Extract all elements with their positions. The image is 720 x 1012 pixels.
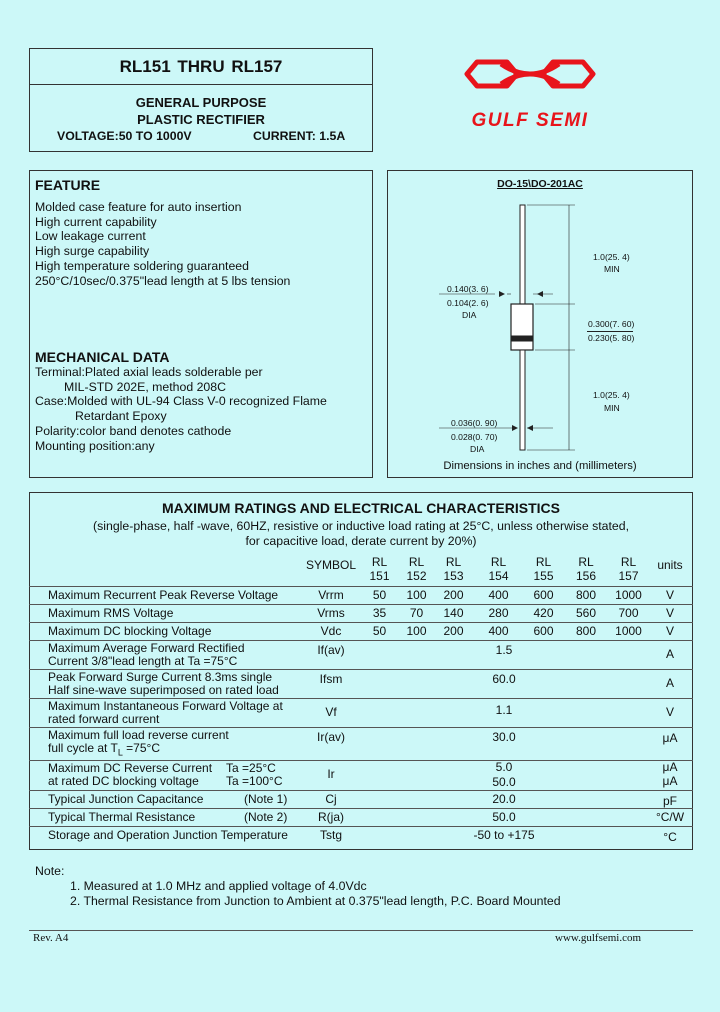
feature-item: Molded case feature for auto insertion xyxy=(35,200,242,214)
feature-item: Low leakage current xyxy=(35,229,146,244)
table-row: Typical Junction Capacitance (Note 1) Cj 20.0 pF xyxy=(29,790,693,809)
lead-dia-min: 0.028(0. 70) xyxy=(451,432,498,442)
subtitle-2: PLASTIC RECTIFIER xyxy=(137,112,265,127)
feature-item: High surge capability xyxy=(35,244,150,259)
lead-dia-max: 0.036(0. 90) xyxy=(451,418,498,428)
symbol-header: SYMBOL xyxy=(305,558,356,572)
feature-title: FEATURE xyxy=(35,177,101,193)
body-dia-label: DIA xyxy=(462,310,477,320)
table-row: Maximum Average Forward Rectified Current 3/8"lead length at Ta =75°C If(av) 1.5 A xyxy=(29,640,693,669)
website: www.gulfsemi.com xyxy=(555,932,642,944)
table-row: Maximum Instantaneous Forward Voltage at rated forward current Vf 1.1 V xyxy=(29,698,693,727)
body-dia-max: 0.140(3. 6) xyxy=(447,284,489,294)
footer-rule xyxy=(29,930,693,931)
part-header: RL 156 xyxy=(575,555,597,583)
part-header: RL 154 xyxy=(488,555,509,583)
mechanical-line: Terminal:Plated axial leads solderable per xyxy=(35,365,263,379)
table-row: Maximum DC blocking Voltage Vdc 50 100 200 400 600 800 1000 V xyxy=(29,622,693,640)
part-header: RL 157 xyxy=(618,555,639,583)
mechanical-line: Case:Molded with UL-94 Class V-0 recognized Flame xyxy=(35,394,327,409)
feature-item: 250°C/10sec/0.375"lead length at 5 lbs tension xyxy=(35,273,291,288)
brand-name: GULF SEMI xyxy=(471,110,589,131)
package-caption: Dimensions in inches and (millimeters) xyxy=(443,460,637,472)
feature-item: High current capability xyxy=(35,214,157,229)
table-row: Maximum Recurrent Peak Reverse Voltage Vrrm 50 100 200 400 600 800 1000 V xyxy=(29,586,693,604)
lead-length-top: 1.0(25. 4) xyxy=(593,252,630,262)
table-row: Typical Thermal Resistance (Note 2) R(ja) 50.0 °C/W xyxy=(29,809,693,827)
body-dia-min: 0.104(2. 6) xyxy=(447,298,489,308)
ratings-title: MAXIMUM RATINGS AND ELECTRICAL CHARACTERISTICS xyxy=(162,500,560,516)
table-row: Storage and Operation Junction Temperature Tstg -50 to +175 °C xyxy=(29,827,693,845)
table-row: Peak Forward Surge Current 8.3ms single Half sine-wave superimposed on rated load Ifsm 60.0 A xyxy=(29,669,693,698)
title-divider xyxy=(29,84,373,85)
part-to: RL157 xyxy=(231,57,283,76)
table-row: Maximum DC Reverse Current Ta =25°C at rated DC blocking voltage Ta =100°C Ir 5.0 50.0 μA μA xyxy=(29,760,693,790)
part-range-title xyxy=(29,57,373,77)
part-thru: THRU xyxy=(177,57,225,76)
body-length-divider xyxy=(587,331,633,332)
lead-length-bot: 1.0(25. 4) xyxy=(593,390,630,400)
mechanical-line: Retardant Epoxy xyxy=(75,409,167,424)
mechanical-list xyxy=(35,365,327,453)
table-row: Maximum RMS Voltage Vrms 35 70 140 280 420 560 700 V xyxy=(29,604,693,622)
revision: Rev. A4 xyxy=(33,932,69,944)
lead-min-top: MIN xyxy=(604,264,620,274)
feature-list xyxy=(35,200,290,288)
mechanical-line: Mounting position:any xyxy=(35,438,155,453)
note-item: 1. Measured at 1.0 MHz and applied voltage of 4.0Vdc xyxy=(70,879,367,893)
table-header-row xyxy=(29,556,693,586)
feature-item: High temperature soldering guaranteed xyxy=(35,258,249,273)
table-row: Maximum full load reverse current full cycle at $T_L =75^\circ C$ Ir(av) 30.0 μA xyxy=(29,727,693,760)
lead-dia-label: DIA xyxy=(470,444,485,454)
ratings-note-2: for capacitive load, derate current by 20%) xyxy=(245,534,477,548)
part-header: RL 153 xyxy=(443,555,464,583)
lead-min-bot: MIN xyxy=(604,403,620,413)
part-from: RL151 xyxy=(119,57,171,76)
mechanical-line: Polarity:color band denotes cathode xyxy=(35,423,232,438)
units-header: units xyxy=(657,558,683,572)
ratings-table xyxy=(29,556,693,845)
part-header: RL 151 xyxy=(369,555,390,583)
notes-title: Note: xyxy=(35,864,65,878)
note-item: 2. Thermal Resistance from Junction to Ambient at 0.375"lead length, P.C. Board Mounted xyxy=(70,894,561,908)
voltage-spec: VOLTAGE:50 TO 1000V xyxy=(57,129,192,143)
mechanical-title: MECHANICAL DATA xyxy=(35,349,170,365)
body-length-min: 0.230(5. 80) xyxy=(588,333,635,343)
current-spec: CURRENT: 1.5A xyxy=(253,129,346,143)
subtitle-1: GENERAL PURPOSE xyxy=(135,95,267,110)
part-header: RL 155 xyxy=(533,555,554,583)
body-length-max: 0.300(7. 60) xyxy=(588,319,635,329)
mechanical-line: MIL-STD 202E, method 208C xyxy=(64,379,226,394)
ratings-note-1: (single-phase, half -wave, 60HZ, resistive or inductive load rating at 25°C, unless otherwise stated, xyxy=(93,519,629,533)
package-name: DO-15\DO-201AC xyxy=(497,178,583,190)
part-header: RL 152 xyxy=(406,555,427,583)
gulf-semi-logo xyxy=(455,52,605,132)
package-outline-drawing xyxy=(387,170,693,478)
